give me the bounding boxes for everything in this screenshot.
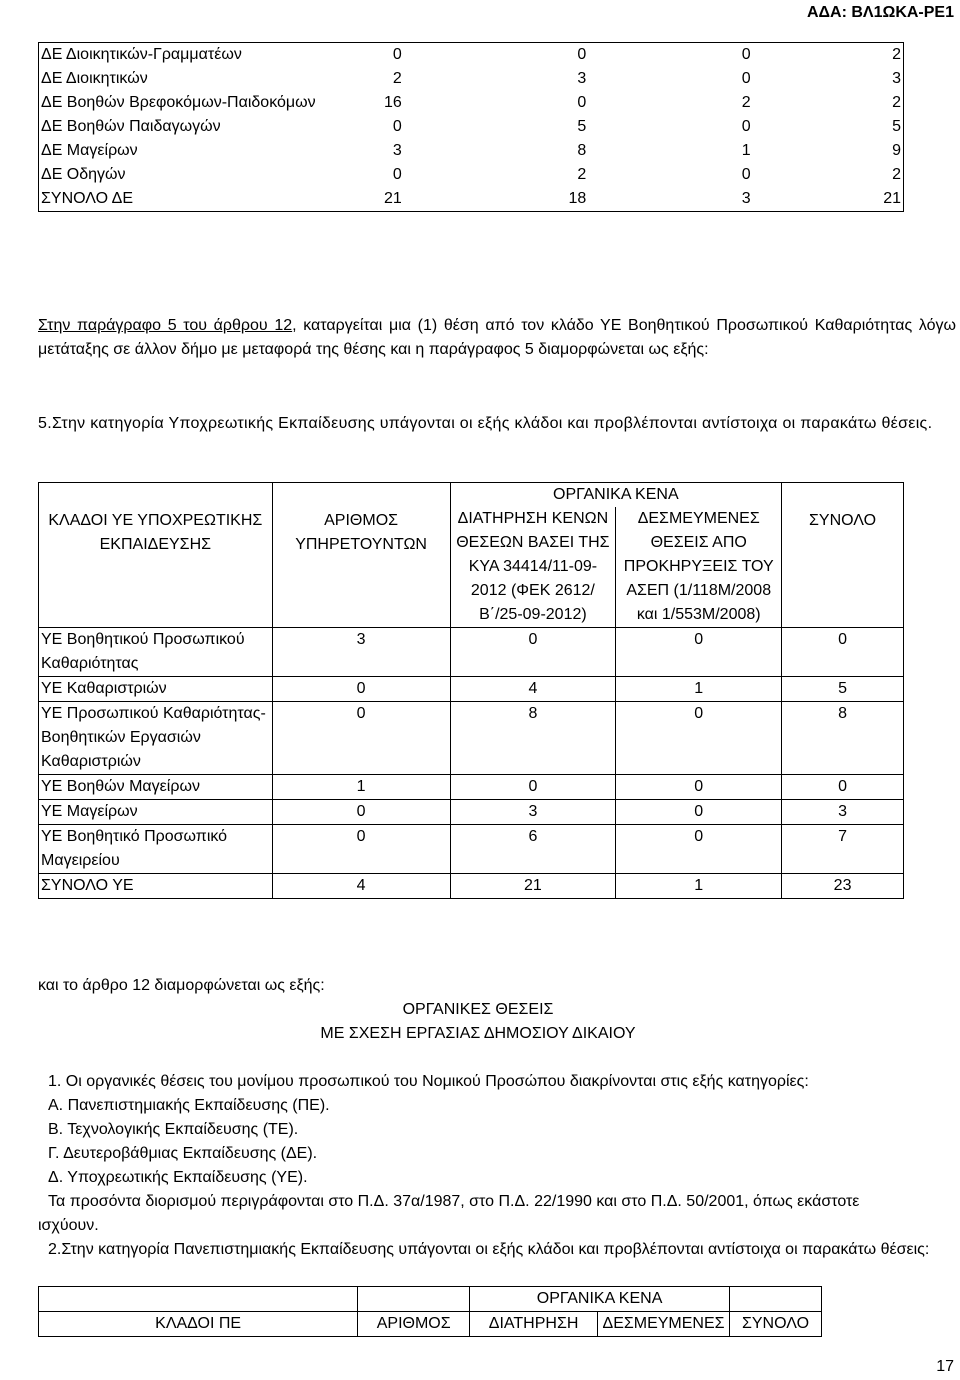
row-value: 16 — [384, 94, 402, 111]
row-label: ΥΕ Βοηθών Μαγείρων — [39, 775, 273, 800]
row-value: 0 — [272, 825, 450, 874]
row-label: ΥΕ Βοηθητικού Προσωπικού Καθαριότητας — [39, 628, 273, 677]
table-row — [39, 775, 904, 800]
heading-public-law: ΜΕ ΣΧΕΣΗ ΕΡΓΑΣΙΑΣ ΔΗΜΟΣΙΟΥ ΔΙΚΑΙΟΥ — [320, 1025, 636, 1042]
paragraph-article12: και το άρθρο 12 διαμορφώνεται ως εξής: — [38, 977, 325, 994]
col-header-branches-pe: ΚΛΑΔΟΙ ΠΕ — [39, 1312, 358, 1337]
paragraph-article12-para5 — [38, 314, 956, 362]
col-header-reserved-pe: ΔΕΣΜΕΥΜΕΝΕΣ — [598, 1312, 730, 1337]
row-value: 5 — [577, 118, 587, 135]
table-row — [39, 800, 904, 825]
row-value: 6 — [450, 825, 616, 874]
table-row — [39, 43, 904, 68]
table-row — [39, 139, 904, 163]
row-value: 3 — [892, 70, 901, 87]
col-header-reserved: ΔΕΣΜΕΥΜΕΝΕΣ ΘΕΣΕΙΣ ΑΠΟ ΠΡΟΚΗΡΥΞΕΙΣ ΤΟΥ ΑΣΕΠ (1/118Μ/2008 και 1/553Μ/2008) — [616, 507, 782, 628]
row-value: 0 — [616, 702, 782, 775]
category-d: Δ. Υποχρεωτικής Εκπαίδευσης (ΥΕ). — [48, 1169, 308, 1186]
col-header-branches: ΚΛΑΔΟΙ ΥΕ ΥΠΟΧΡΕΩΤΙΚΗΣ ΕΚΠΑΙΔΕΥΣΗΣ — [39, 483, 273, 628]
row-value: 0 — [272, 702, 450, 775]
table-row — [39, 163, 904, 187]
col-header-retention-pe: ΔΙΑΤΗΡΗΣΗ — [470, 1312, 598, 1337]
row-value: 2 — [892, 46, 901, 63]
group-header-vacancies-pe: ΟΡΓΑΝΙΚΑ ΚΕΝΑ — [470, 1287, 730, 1312]
table-row — [39, 91, 904, 115]
ada-code: ΑΔΑ: ΒΛ1ΩΚΑ-ΡΕ1 — [806, 4, 954, 21]
col-header-total: ΣΥΝΟΛΟ — [782, 483, 904, 628]
table-row — [39, 67, 904, 91]
row-label: ΔΕ Βοηθών Παιδαγωγών — [41, 118, 221, 135]
row-label: ΔΕ Οδηγών — [41, 166, 126, 183]
row-value: 3 — [741, 190, 751, 207]
row-value: 2 — [892, 94, 901, 111]
ye-positions-table — [38, 482, 904, 899]
category-b: Β. Τεχνολογικής Εκπαίδευσης (ΤΕ). — [48, 1121, 299, 1138]
row-value: 5 — [892, 118, 901, 135]
row-value: 0 — [616, 825, 782, 874]
row-label: ΣΥΝΟΛΟ ΔΕ — [41, 190, 133, 207]
table-row — [39, 825, 904, 874]
row-value: 4 — [272, 874, 450, 899]
page-number: 17 — [936, 1358, 954, 1375]
col-header-serving: ΑΡΙΘΜΟΣ ΥΠΗΡΕΤΟΥΝΤΩΝ — [272, 483, 450, 628]
row-label: ΥΕ Καθαριστριών — [39, 677, 273, 702]
row-value: 1 — [741, 142, 751, 159]
col-header-total-pe: ΣΥΝΟΛΟ — [730, 1312, 822, 1337]
row-value: 8 — [577, 142, 587, 159]
row-value: 0 — [577, 46, 587, 63]
heading-organic-positions: ΟΡΓΑΝΙΚΕΣ ΘΕΣΕΙΣ — [402, 1001, 554, 1018]
row-value: 5 — [782, 677, 904, 702]
col-header-number-pe: ΑΡΙΘΜΟΣ — [358, 1312, 470, 1337]
row-label: ΔΕ Διοικητικών-Γραμματέων — [41, 46, 242, 63]
group-header-vacancies: ΟΡΓΑΝΙΚΑ ΚΕΝΑ — [450, 483, 782, 508]
row-value: 0 — [741, 70, 751, 87]
table-row — [39, 187, 904, 212]
row-value: 0 — [450, 628, 616, 677]
table-row — [39, 677, 904, 702]
category-c: Γ. Δευτεροβάθμιας Εκπαίδευσης (ΔΕ). — [48, 1145, 318, 1162]
row-value: 0 — [616, 775, 782, 800]
table-row — [39, 702, 904, 775]
row-label: ΔΕ Διοικητικών — [41, 70, 148, 87]
row-label: ΔΕ Βοηθών Βρεφοκόμων-Παιδοκόμων — [41, 94, 316, 111]
paragraph-ye-category: 5.Στην κατηγορία Υποχρεωτικής Εκπαίδευσης υπάγονται οι εξής κλάδοι και προβλέπονται αντίστοιχα οι παρακάτω θέσεις. — [38, 415, 933, 432]
row-value: 2 — [577, 166, 587, 183]
row-value: 3 — [392, 142, 402, 159]
row-value: 0 — [616, 628, 782, 677]
row-value: 2 — [741, 94, 751, 111]
table-row — [39, 628, 904, 677]
row-value: 4 — [450, 677, 616, 702]
table-row — [39, 874, 904, 899]
row-value: 21 — [883, 190, 901, 207]
row-label: ΣΥΝΟΛΟ ΥΕ — [39, 874, 273, 899]
row-value: 0 — [782, 775, 904, 800]
pe-positions-table — [38, 1286, 822, 1337]
row-value: 3 — [577, 70, 587, 87]
row-value: 8 — [782, 702, 904, 775]
col-header-retention: ΔΙΑΤΗΡΗΣΗ ΚΕΝΩΝ ΘΕΣΕΩΝ ΒΑΣΕΙ ΤΗΣ ΚΥΑ 34414/11-09-2012 (ΦΕΚ 2612/Β΄/25-09-2012) — [450, 507, 616, 628]
de-positions-table — [38, 42, 904, 212]
row-value: 0 — [741, 46, 751, 63]
row-value: 0 — [782, 628, 904, 677]
row-value: 9 — [892, 142, 901, 159]
row-value: 0 — [392, 166, 402, 183]
item-1: 1. Οι οργανικές θέσεις του μονίμου προσωπικού του Νομικού Προσώπου διακρίνονται στις εξής κατηγορίες: — [48, 1073, 809, 1090]
row-label: ΥΕ Προσωπικού Καθαριότητας-Βοηθητικών Εργασιών Καθαριστριών — [39, 702, 273, 775]
row-value: 0 — [272, 677, 450, 702]
row-label: ΥΕ Βοηθητικό Προσωπικό Μαγειρείου — [39, 825, 273, 874]
row-value: 21 — [384, 190, 402, 207]
row-label: ΔΕ Μαγείρων — [41, 142, 138, 159]
paragraph-text: , καταργείται μια (1) θέση από τον κλάδο ΥΕ Βοηθητικού Προσωπικού Καθαριότητας λόγω μετάταξης σε άλλον δήμο με μεταφορά της θέσης και η παράγραφος 5 διαμορφώνεται ως εξής: — [38, 317, 957, 358]
row-value: 0 — [741, 118, 751, 135]
row-value: 0 — [392, 118, 402, 135]
row-value: 3 — [782, 800, 904, 825]
row-value: 0 — [741, 166, 751, 183]
row-value: 1 — [616, 677, 782, 702]
row-value: 7 — [782, 825, 904, 874]
row-value: 0 — [450, 775, 616, 800]
row-value: 0 — [272, 800, 450, 825]
row-value: 0 — [616, 800, 782, 825]
qualifications-text: Τα προσόντα διορισμού περιγράφονται στο Π.Δ. 37α/1987, στο Π.Δ. 22/1990 και στο Π.Δ. 50/2001, όπως εκάστοτε ισχύουν. — [38, 1193, 860, 1234]
row-value: 1 — [272, 775, 450, 800]
category-a: Α. Πανεπιστημιακής Εκπαίδευσης (ΠΕ). — [48, 1097, 330, 1114]
paragraph-ref: Στην παράγραφο 5 του άρθρου 12 — [38, 317, 293, 334]
row-value: 3 — [450, 800, 616, 825]
row-value: 2 — [392, 70, 402, 87]
row-value: 2 — [892, 166, 901, 183]
item-2: 2.Στην κατηγορία Πανεπιστημιακής Εκπαίδευσης υπάγονται οι εξής κλάδοι και προβλέπονται αντίστοιχα οι παρακάτω θέσεις: — [48, 1241, 930, 1258]
table-row — [39, 115, 904, 139]
row-value: 8 — [450, 702, 616, 775]
row-value: 18 — [568, 190, 587, 207]
row-label: ΥΕ Μαγείρων — [39, 800, 273, 825]
row-value: 23 — [782, 874, 904, 899]
row-value: 0 — [392, 46, 402, 63]
row-value: 3 — [272, 628, 450, 677]
row-value: 21 — [450, 874, 616, 899]
row-value: 0 — [577, 94, 587, 111]
row-value: 1 — [616, 874, 782, 899]
